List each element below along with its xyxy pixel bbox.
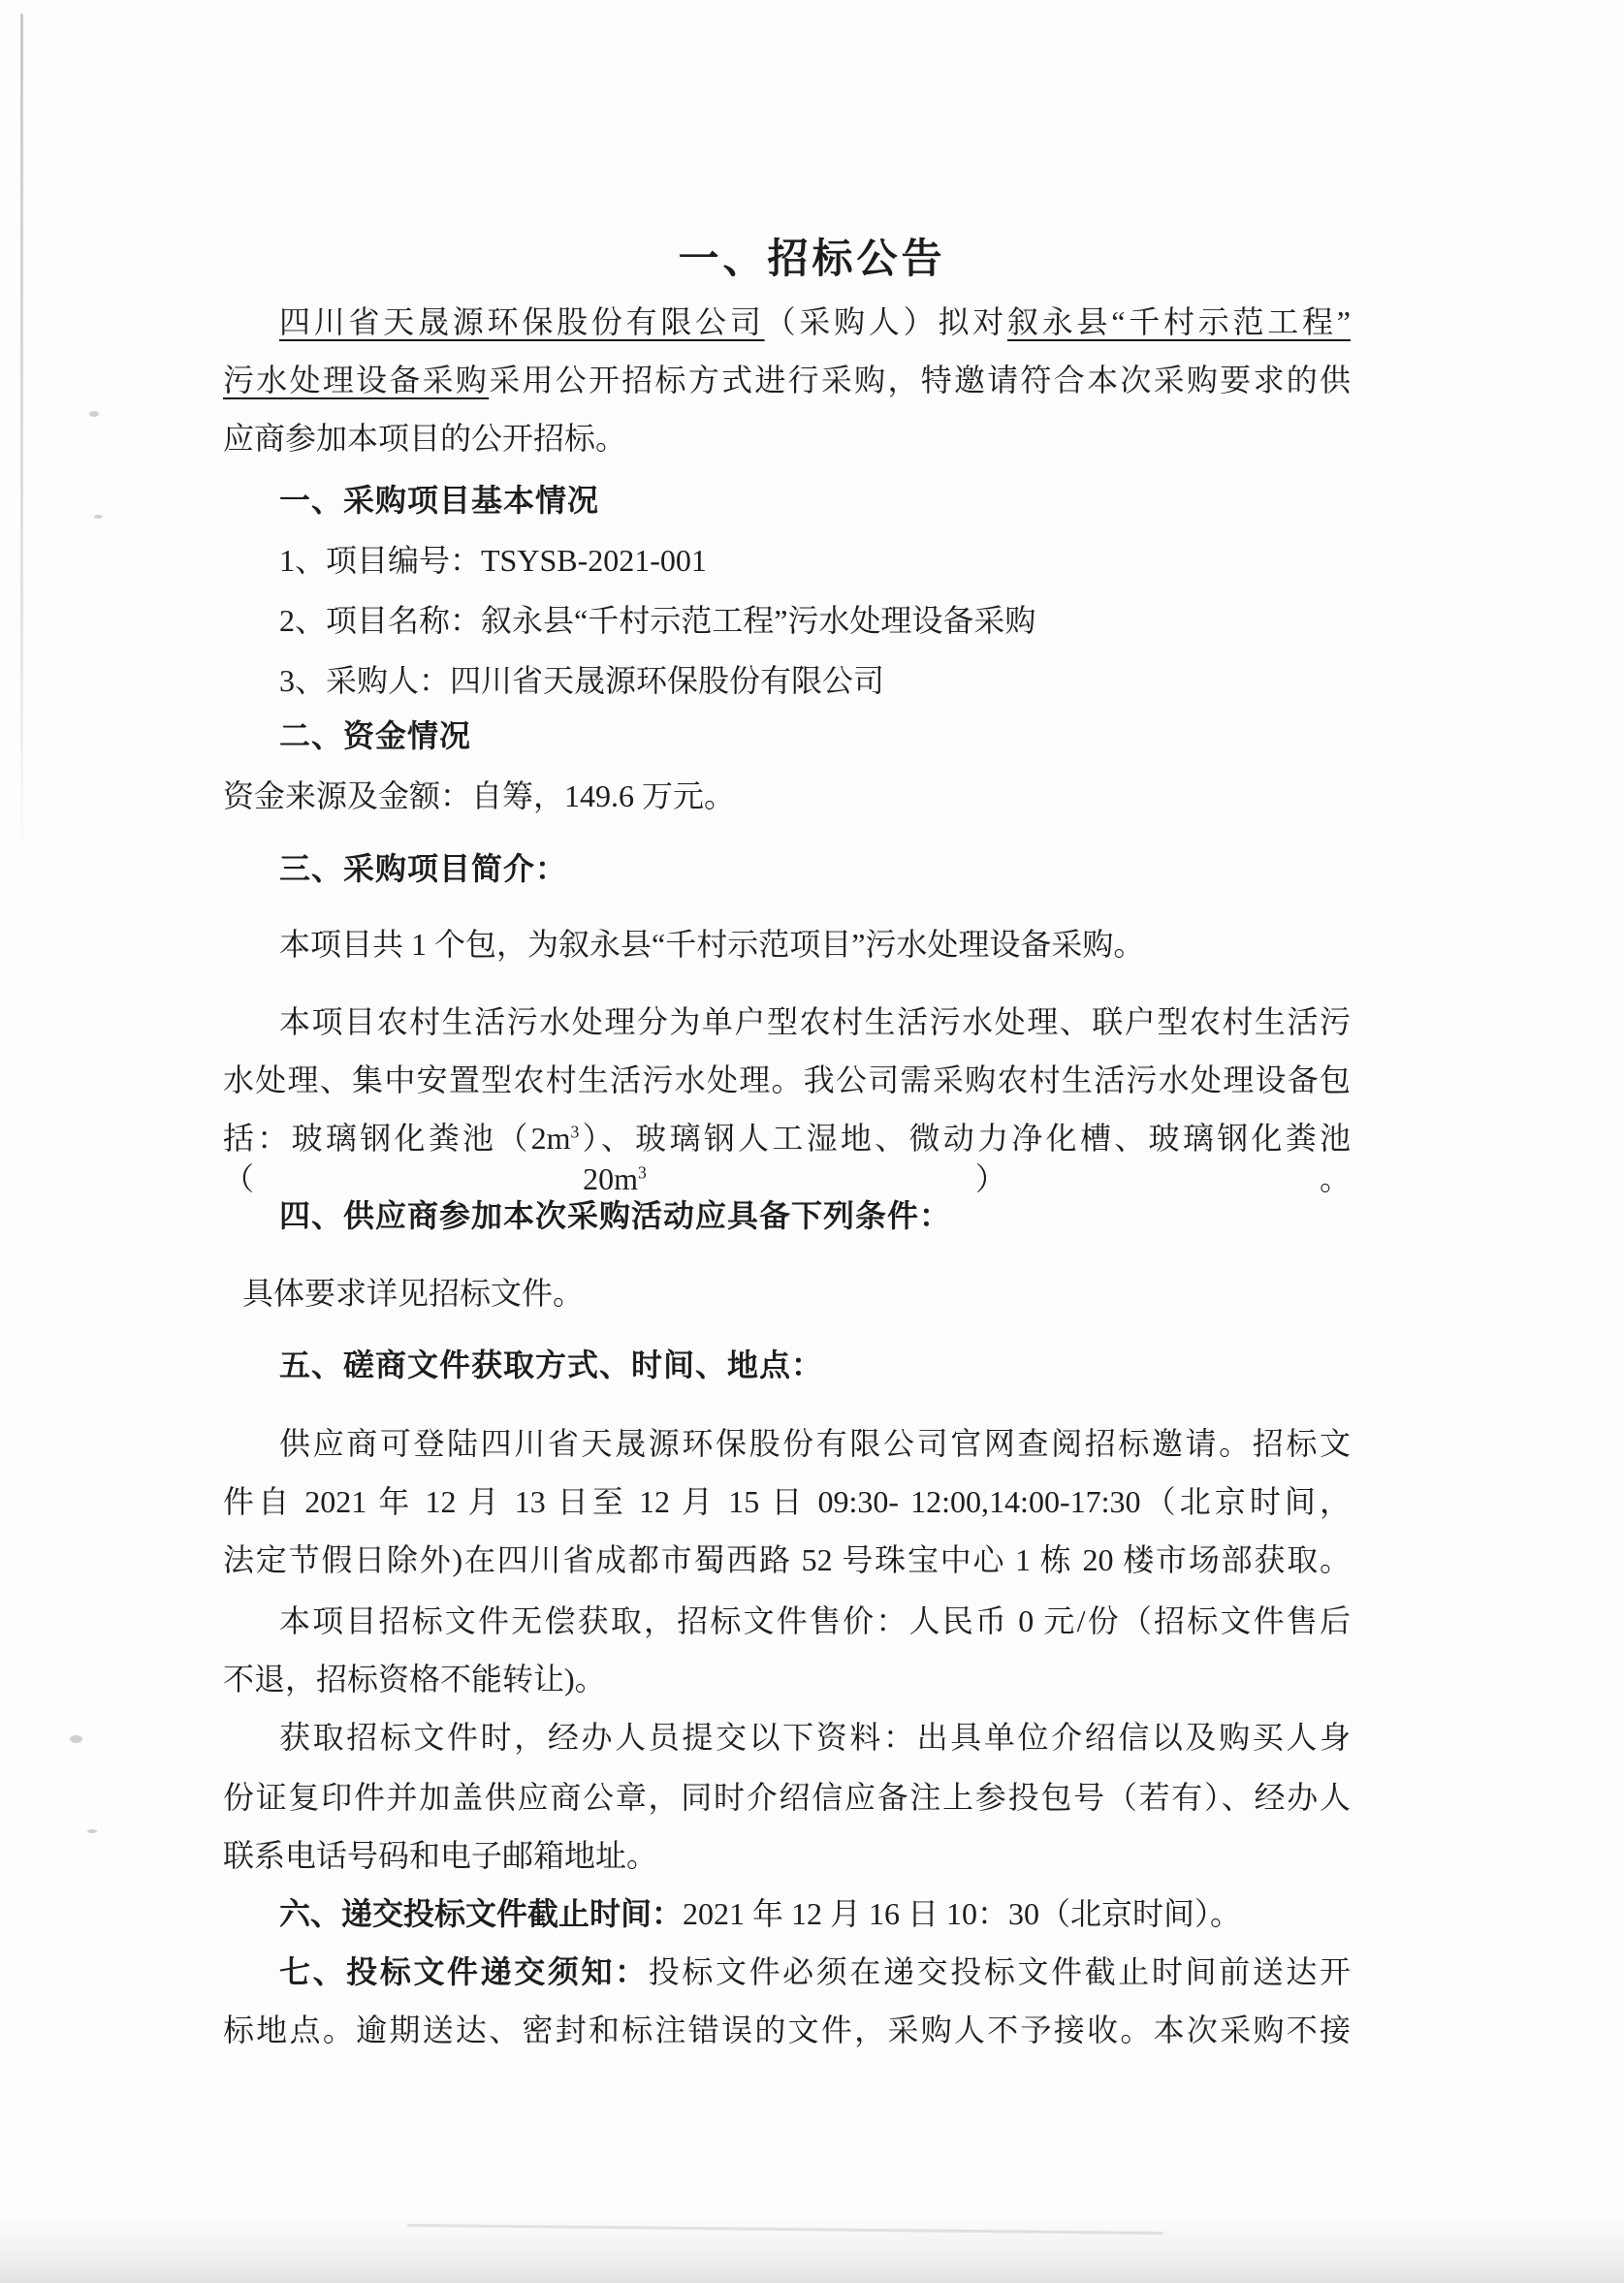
intro-line-1: 四川省天晟源环保股份有限公司（采购人）拟对叙永县“千村示范工程” bbox=[279, 304, 1351, 339]
scan-smudge bbox=[89, 411, 99, 417]
price-line-1: 本项目招标文件无偿获取，招标文件售价：人民币 0 元/份（招标文件售后 bbox=[279, 1603, 1351, 1638]
section6-heading: 六、递交投标文件截止时间： bbox=[279, 1896, 684, 1931]
materials-line-3: 联系电话号码和电子邮箱地址。 bbox=[223, 1838, 658, 1873]
obtain-line-2: 件自 2021 年 12 月 13 日至 12 月 15 日 09:30- 12:00,14:00-17:30（北京时间， bbox=[223, 1484, 1351, 1519]
intro-line-2: 污水处理设备采购采用公开招标方式进行采购，特邀请符合本次采购要求的供 bbox=[223, 363, 1351, 397]
project-number-item: 1、项目编号：TSYSB-2021-001 bbox=[279, 543, 707, 578]
deadline-line: 六、递交投标文件截止时间：2021 年 12 月 16 日 10：30（北京时间）。 bbox=[279, 1896, 1242, 1931]
intro2-line-1: 本项目农村生活污水处理分为单户型农村生活污水处理、联户型农村生活污 bbox=[279, 1004, 1351, 1039]
document-title: 一、招标公告 bbox=[678, 236, 946, 281]
section5-heading: 五、磋商文件获取方式、时间、地点： bbox=[279, 1348, 824, 1382]
funding-line: 资金来源及金额：自筹，149.6 万元。 bbox=[223, 778, 736, 813]
scan-smudge bbox=[94, 515, 103, 519]
scan-bottom-shadow bbox=[0, 2213, 1624, 2283]
section2-heading: 二、资金情况 bbox=[279, 718, 472, 753]
scan-edge-artifact bbox=[20, 14, 23, 863]
materials-line-2: 份证复印件并加盖供应商公章，同时介绍信应备注上参投包号（若有）、经办人 bbox=[223, 1780, 1351, 1815]
price-line-2: 不退，招标资格不能转让)。 bbox=[223, 1662, 606, 1696]
project-name-underlined-cont: 污水处理设备采购 bbox=[223, 363, 490, 397]
superscript-3: 3 bbox=[570, 1122, 580, 1142]
submission-line-1: 七、投标文件递交须知：投标文件必须在递交投标文件截止时间前送达开 bbox=[279, 1954, 1351, 1989]
intro2-line-2: 水处理、集中安置型农村生活污水处理。我公司需采购农村生活污水处理设备包 bbox=[223, 1062, 1351, 1097]
superscript-3: 3 bbox=[638, 1162, 647, 1183]
submission-line-2: 标地点。逾期送达、密封和标注错误的文件，采购人不予接收。本次采购不接 bbox=[223, 2013, 1351, 2047]
intro2-line-3: 括：玻璃钢化粪池$(2m^3)$、玻璃钢人工湿地、微动力净化槽、玻璃钢化粪池$(20m^3)$。 bbox=[223, 1121, 1351, 1196]
section1-heading: 一、采购项目基本情况 bbox=[279, 483, 600, 518]
project-name-underlined: 叙永县“千村示范工程” bbox=[1006, 304, 1351, 339]
package-line: 本项目共 1 个包，为叙永县“千村示范项目”污水处理设备采购。 bbox=[279, 927, 1145, 962]
section3-heading: 三、采购项目简介： bbox=[279, 851, 568, 886]
scan-smudge bbox=[87, 1829, 97, 1833]
intro-line-3: 应商参加本项目的公开招标。 bbox=[223, 421, 627, 456]
scan-smudge bbox=[70, 1735, 82, 1743]
requirements-line: 具体要求详见招标文件。 bbox=[242, 1276, 585, 1311]
obtain-line-1: 供应商可登陆四川省天晟源环保股份有限公司官网查阅招标邀请。招标文 bbox=[279, 1426, 1351, 1461]
section7-heading: 七、投标文件递交须知： bbox=[279, 1954, 649, 1989]
materials-line-1: 获取招标文件时，经办人员提交以下资料：出具单位介绍信以及购买人身 bbox=[279, 1720, 1351, 1755]
purchaser-item: 3、采购人：四川省天晟源环保股份有限公司 bbox=[279, 663, 885, 698]
purchaser-name-underlined: 四川省天晟源环保股份有限公司 bbox=[279, 304, 765, 339]
section4-heading: 四、供应商参加本次采购活动应具备下列条件： bbox=[279, 1198, 952, 1233]
obtain-line-3: 法定节假日除外)在四川省成都市蜀西路 52 号珠宝中心 1 栋 20 楼市场部获取。 bbox=[223, 1542, 1351, 1577]
project-name-item: 2、项目名称：叙永县“千村示范工程”污水处理设备采购 bbox=[279, 603, 1036, 638]
